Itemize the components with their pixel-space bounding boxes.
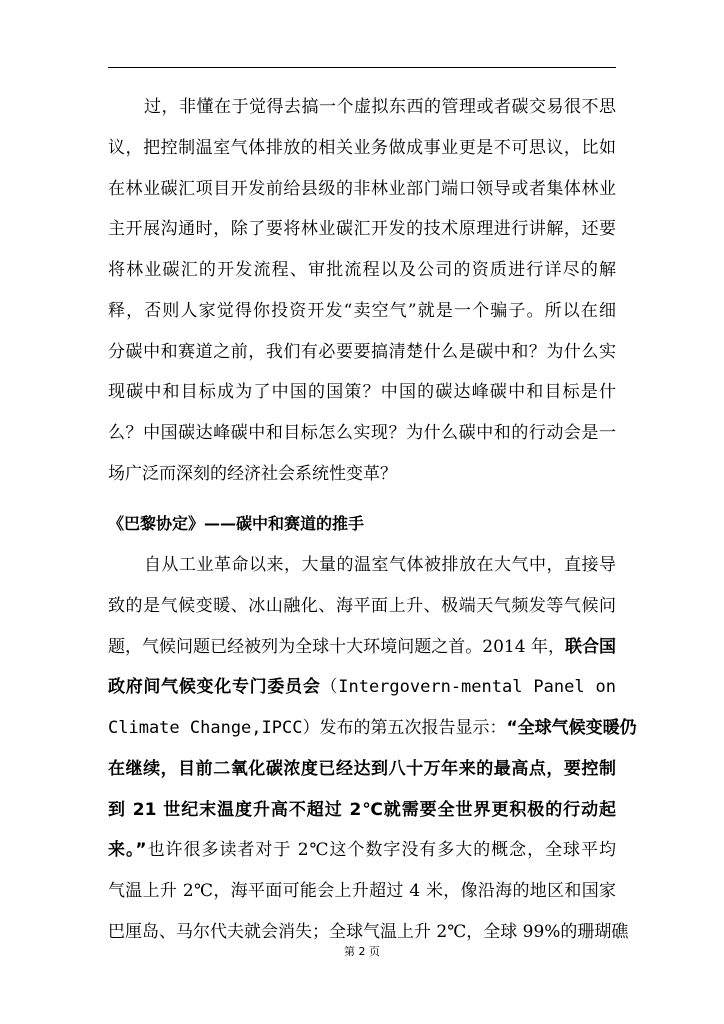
- paragraph-line: 自从工业革命以来，大量的温室气体被排放在大气中，直接导: [144, 555, 616, 575]
- header-rule: [108, 67, 616, 68]
- paragraph-line: [108, 840, 616, 860]
- paragraph-line: 么？中国碳达峰碳中和目标怎么实现？为什么碳中和的行动会是一: [108, 423, 616, 443]
- paragraph-line: 到 21 世纪末温度升高不超过 2℃就需要全世界更积极的行动起: [108, 800, 616, 820]
- paragraph-line: 分碳中和赛道之前，我们有必要要搞清楚什么是碳中和？为什么实: [108, 342, 616, 362]
- paragraph-line: 议，把控制温室气体排放的相关业务做成事业更是不可思议，比如: [108, 138, 616, 158]
- paragraph-line: 在林业碳汇项目开发前给县级的非林业部门端口领导或者集体林业: [108, 179, 616, 199]
- section-heading: 《巴黎协定》——碳中和赛道的推手: [108, 514, 365, 533]
- mono-text: Climate Change,IPCC）: [108, 718, 320, 738]
- paragraph-line: 致的是气候变暖、冰山融化、海平面上升、极端天气频发等气候问: [108, 596, 616, 616]
- paragraph-line: 在继续，目前二氧化碳浓度已经达到八十万年来的最高点，要控制: [108, 759, 616, 779]
- page-number: 第 2 页: [344, 945, 380, 958]
- paragraph-line: 现碳中和目标成为了中国的国策？中国的碳达峰碳中和目标是什: [108, 382, 616, 402]
- bold-text: 来。”: [108, 840, 147, 860]
- bold-text: 联合国: [564, 637, 617, 657]
- line-text: 发布的第五次报告显示：: [319, 718, 507, 738]
- paragraph-line: [108, 637, 616, 657]
- line-text: 也许很多读者对于 2℃这个数字没有多大的概念，全球平均: [146, 840, 616, 860]
- paragraph-line: 过，非懂在于觉得去搞一个虚拟东西的管理或者碳交易很不思: [144, 97, 616, 117]
- mono-text: （Intergovern-mental Panel on: [320, 677, 617, 697]
- bold-text: 政府间气候变化专门委员会: [108, 677, 321, 697]
- paragraph-line: [108, 677, 616, 697]
- paragraph-line: 气温上升 2℃，海平面可能会上升超过 4 米，像沿海的地区和国家: [108, 881, 616, 901]
- paragraph-line: 释，否则人家觉得你投资开发“卖空气”就是一个骗子。所以在细: [108, 301, 616, 321]
- paragraph-line: 主开展沟通时，除了要将林业碳汇开发的技术原理进行讲解，还要: [108, 219, 616, 239]
- bold-text: “全球气候变暖仍: [506, 718, 637, 738]
- line-text: 题，气候问题已经被列为全球十大环境问题之首。2014 年，: [108, 637, 565, 657]
- paragraph-line: 场广泛而深刻的经济社会系统性变革？: [108, 464, 397, 484]
- paragraph-line: 巴厘岛、马尔代夫就会消失；全球气温上升 2℃，全球 99%的珊瑚礁: [108, 922, 629, 942]
- paragraph-line: [108, 718, 637, 738]
- paragraph-line: 将林业碳汇的开发流程、审批流程以及公司的资质进行详尽的解: [108, 260, 616, 280]
